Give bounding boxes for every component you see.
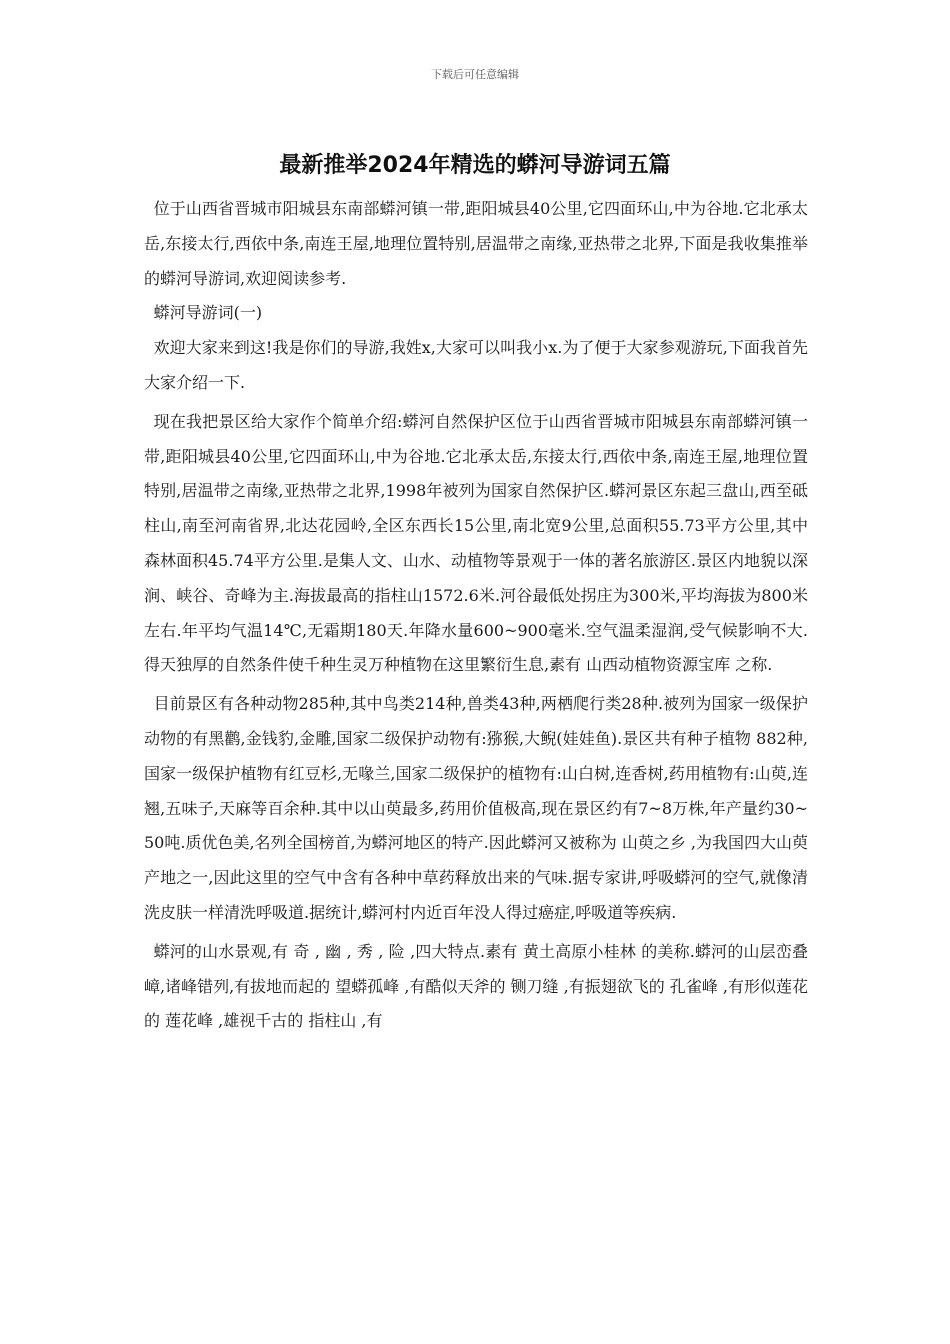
overview-paragraph: 现在我把景区给大家作个简单介绍:蟒河自然保护区位于山西省晋城市阳城县东南部蟒河镇一带,距阳城县40公里,它四面环山,中为谷地.它北承太岳,东接太行,西依中条,南连王屋,地理位置特别,居温带之南缘,亚热带之北界,1998年被列为国家自然保护区.蟒河景区东起三盘山,西至砥柱山,南至河南省界,北达花园岭,全区东西长15公里,南北宽9公里,总面积55.73平方公里,其中森林面积45.74平方公里.是集人文、山水、动植物等景观于一体的著名旅游区.景区内地貌以深涧、峡谷、奇峰为主.海拔最高的指柱山1572.6米.河谷最低处拐庄为300米,平均海拔为800米左右.年平均气温14℃,无霜期180天.年降水量600~900毫米.空气温柔湿润,受气候影响不大.得天独厚的自然条件使千种生灵万种植物在这里繁衍生息,素有 山西动植物资源宝库 之称. xyxy=(144,411,808,675)
species-paragraph: 目前景区有各种动物285种,其中鸟类214种,兽类43种,两栖爬行类28种.被列为国家一级保护动物的有黑鹳,金钱豹,金雕,国家二级保护动物有:猕猴,大鲵(娃娃鱼).景区共有种子植物 882种,国家一级保护植物有红豆杉,无喙兰,国家二级保护的植物有:山白树,连香树,药用植物有:山萸,连翘,五味子,天麻等百余种.其中以山萸最多,药用价值极高,现在景区约有7~8万株,年产量约30~50吨.质优色美,名列全国榜首,为蟒河地区的特产.因此蟒河又被称为 山萸之乡 ,为我国四大山萸产地之一,因此这里的空气中含有各种中草药释放出来的气味.据专家讲,呼吸蟒河的空气,就像清洗皮肤一样清洗呼吸道.据统计,蟒河村内近百年没人得过癌症,呼吸道等疾病. xyxy=(144,694,808,922)
intro-paragraph: 位于山西省晋城市阳城县东南部蟒河镇一带,距阳城县40公里,它四面环山,中为谷地.它北承太岳,东接太行,西依中条,南连王屋,地理位置特别,居温带之南缘,亚热带之北界,下面是我收集推举的蟒河导游词,欢迎阅读参考. xyxy=(144,199,808,288)
section-heading: 蟒河导游词(一) xyxy=(153,303,263,323)
landscape-paragraph: 蟒河的山水景观,有 奇 , 幽 , 秀 , 险 ,四大特点.素有 黄土高原小桂林 的美称.蟒河的山层峦叠嶂,诸峰错列,有拔地而起的 望蟒孤峰 ,有酷似天斧的 铡刀缝 ,有振翅欲飞的 孔雀峰 ,有形似莲花的 莲花峰 ,雄视千古的 指柱山 ,有 xyxy=(144,941,808,1031)
page-header-note: 下载后可任意编辑 xyxy=(431,68,519,81)
document-title: 最新推举2024年精选的蟒河导游词五篇 xyxy=(279,153,671,178)
welcome-paragraph: 欢迎大家来到这!我是你们的导游,我姓x,大家可以叫我小x.为了便于大家参观游玩,下面我首先大家介绍一下. xyxy=(144,338,808,392)
document-body xyxy=(144,192,808,1039)
